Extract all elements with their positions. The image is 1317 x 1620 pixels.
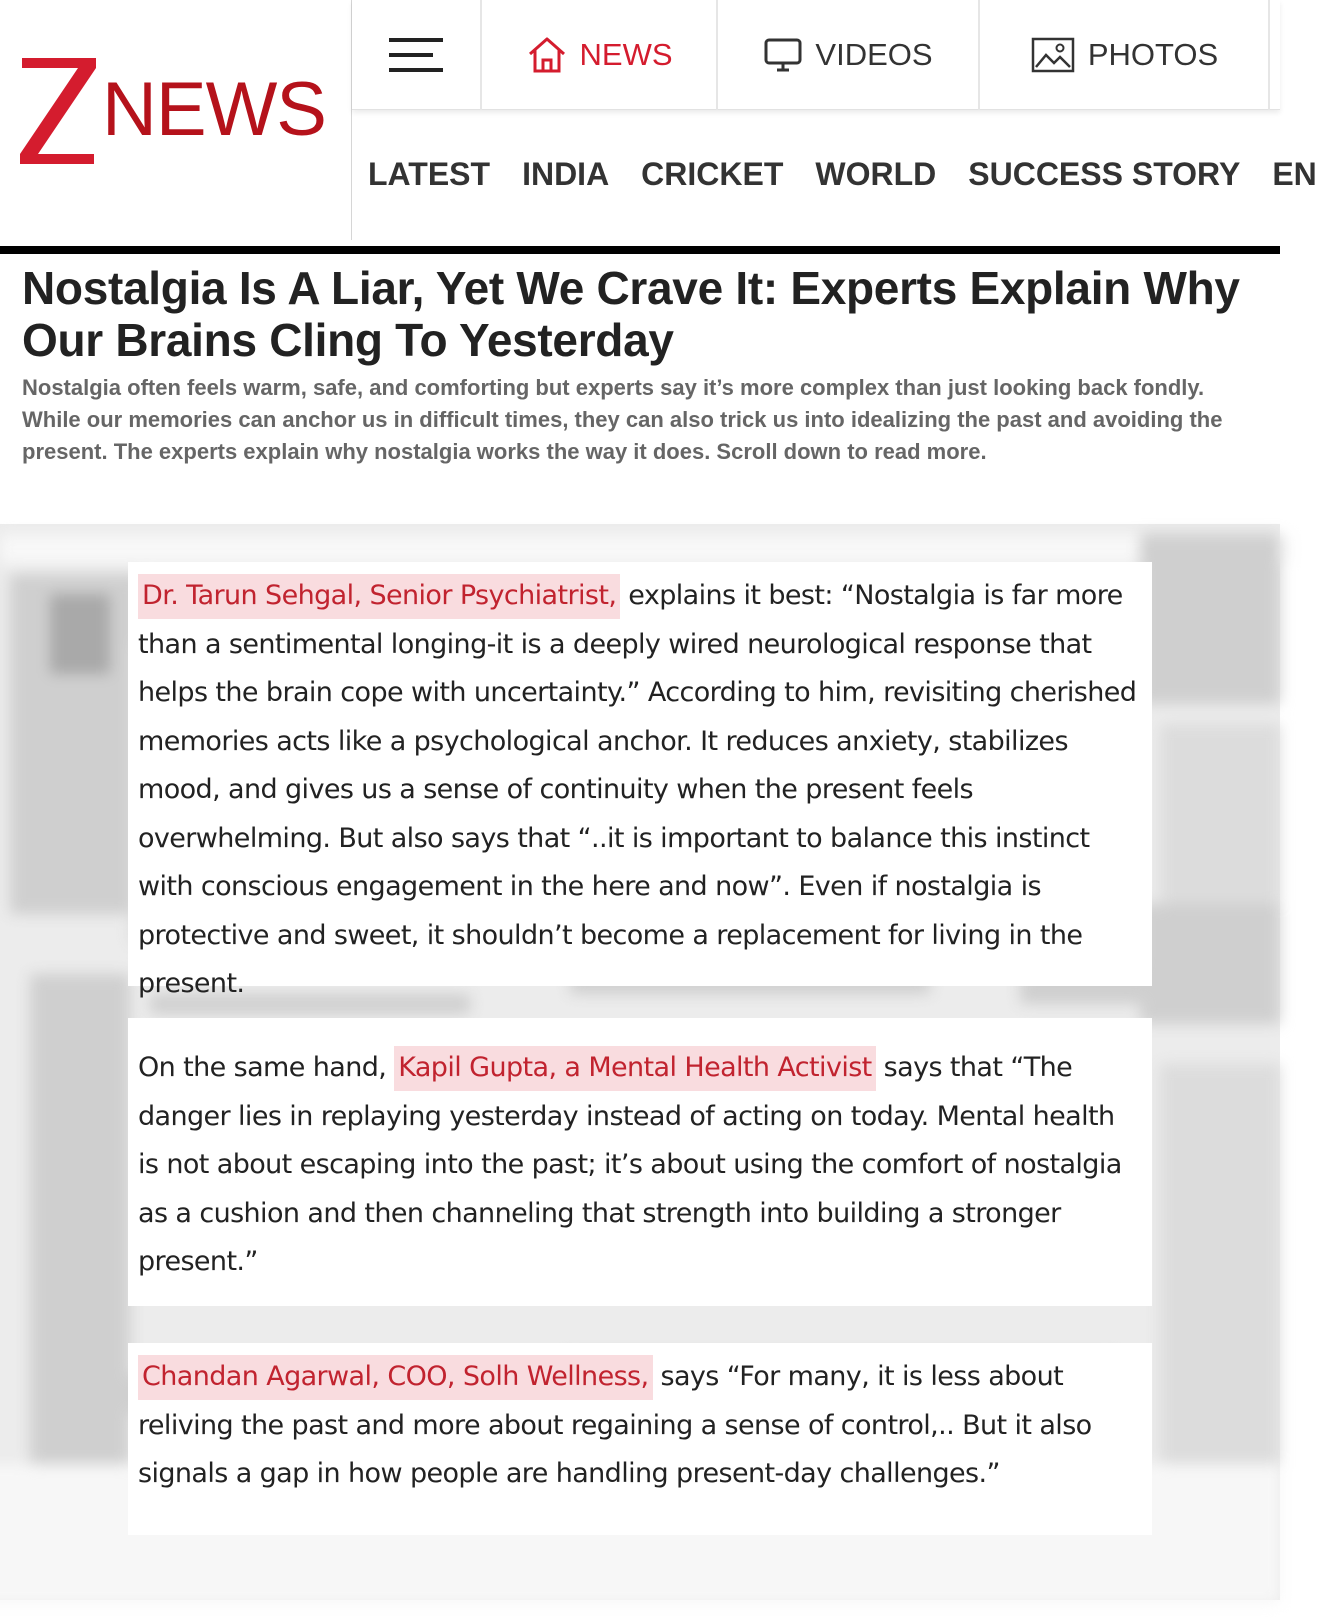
quote-card-agarwal bbox=[128, 1343, 1152, 1535]
section-world[interactable]: WORLD bbox=[815, 155, 937, 192]
logo-z-mark bbox=[16, 54, 100, 166]
znews-logo[interactable] bbox=[0, 0, 352, 240]
quote-text: says that “The danger lies in replaying yesterday instead of acting on today. Mental health is not about escaping into the past; it’s about using the comfort of nostalgia as a cushion and then channeling that strength into building a stronger present.” bbox=[138, 1052, 1122, 1277]
logo-wordmark: NEWS bbox=[102, 67, 326, 152]
site-header bbox=[0, 0, 1317, 240]
section-india[interactable]: INDIA bbox=[522, 155, 610, 192]
quote-paragraph bbox=[138, 1044, 1142, 1287]
hamburger-icon bbox=[387, 35, 445, 75]
image-icon bbox=[1030, 35, 1076, 75]
section-entertainment[interactable]: EN bbox=[1272, 155, 1317, 192]
quote-card-gupta bbox=[128, 1018, 1152, 1306]
quote-card-sehgal bbox=[128, 562, 1152, 999]
quote-paragraph bbox=[138, 572, 1142, 1009]
expert-name-highlight: Chandan Agarwal, COO, Solh Wellness, bbox=[138, 1355, 653, 1400]
article-summary: Nostalgia often feels warm, safe, and comforting but experts say it’s more complex than just looking back fondly. While our memories can anchor us in difficult times, they can also trick us into idealizing the past and avoiding the present. The experts explain why nostalgia works the way it does. Scroll down to read more. bbox=[22, 375, 1223, 464]
section-success-story[interactable]: SUCCESS STORY bbox=[968, 155, 1241, 192]
quote-paragraph bbox=[138, 1353, 1142, 1499]
expert-name-highlight: Dr. Tarun Sehgal, Senior Psychiatrist, bbox=[138, 574, 620, 619]
section-latest[interactable]: LATEST bbox=[368, 155, 491, 192]
nav-photos[interactable] bbox=[980, 0, 1270, 110]
section-nav bbox=[352, 110, 1317, 238]
nav-videos-label: VIDEOS bbox=[815, 37, 933, 72]
nav-videos[interactable] bbox=[718, 0, 980, 110]
nav-news[interactable] bbox=[482, 0, 718, 110]
quote-text: says “For many, it is less about reliving the past and more about regaining a sense of control,.. But it also signals a gap in how people are handling present-day challenges.” bbox=[138, 1361, 1092, 1489]
section-cricket[interactable]: CRICKET bbox=[641, 155, 784, 192]
header-divider bbox=[0, 246, 1280, 254]
home-icon bbox=[526, 34, 568, 76]
article-header bbox=[0, 254, 1280, 524]
quote-lead-in: On the same hand, bbox=[138, 1052, 395, 1083]
expert-name-highlight: Kapil Gupta, a Mental Health Activist bbox=[394, 1046, 875, 1091]
nav-news-label: NEWS bbox=[579, 37, 673, 72]
nav-photos-label: PHOTOS bbox=[1087, 37, 1219, 72]
quote-text: explains it best: “Nostalgia is far more than a sentimental longing-it is a deeply wired neurological response that helps the brain cope with uncertainty.” According to him, revisiting cherished memories acts like a psychological anchor. It reduces anxiety, stabilizes mood, and gives us a sense of continuity when the present feels overwhelming. But also says that “..it is important to balance this instinct with conscious engagement in the here and now”. Even if nostalgia is protective and sweet, it shouldn’t become a replacement for living in the present. bbox=[138, 580, 1137, 999]
monitor-icon bbox=[763, 36, 803, 74]
top-nav bbox=[352, 0, 1280, 110]
menu-button[interactable] bbox=[352, 0, 482, 110]
article-headline: Nostalgia Is A Liar, Yet We Crave It: Experts Explain Why Our Brains Cling To Yesterday bbox=[22, 262, 1240, 366]
